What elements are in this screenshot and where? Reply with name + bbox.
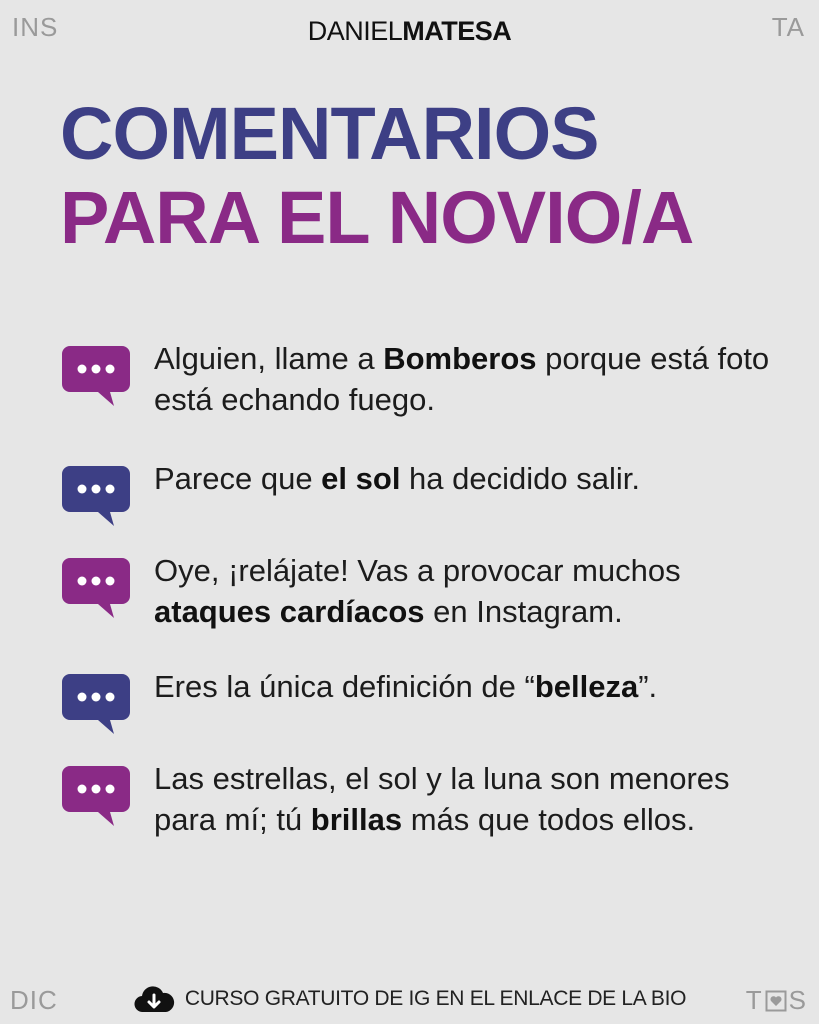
comment-text: Alguien, llame a Bomberos porque está foto está echando fuego. xyxy=(154,341,770,417)
comment-item-4 xyxy=(60,666,774,736)
page-title xyxy=(60,92,693,260)
corner-watermark-bottom-left: DIC xyxy=(10,985,58,1015)
comment-item-1 xyxy=(60,338,774,420)
corner-letter-t: T xyxy=(745,985,763,1015)
title-line-1: COMENTARIOS xyxy=(60,92,599,175)
chat-bubble-icon xyxy=(60,672,132,736)
corner-letter-s: S xyxy=(788,985,807,1015)
corner-watermark-top-right: TA xyxy=(771,12,805,42)
comment-item-2 xyxy=(60,458,774,528)
comment-highlight: ataques cardíacos xyxy=(154,594,425,629)
chat-bubble-icon xyxy=(60,764,132,828)
cloud-download-icon xyxy=(133,984,175,1014)
comment-highlight: belleza xyxy=(534,669,639,704)
title-line-2: PARA EL NOVIO/A xyxy=(60,176,694,259)
comment-item-5 xyxy=(60,758,774,840)
chat-bubble-icon xyxy=(60,556,132,620)
footer-text[interactable]: CURSO GRATUITO DE IG EN EL ENLACE DE LA BIO xyxy=(184,987,687,1010)
brand-part-1: DANIEL xyxy=(307,16,403,46)
comment-highlight: brillas xyxy=(310,802,403,837)
comment-item-3 xyxy=(60,550,774,632)
comment-text: Las estrellas, el sol y la luna son menores para mí; tú brillas más que todos ellos. xyxy=(154,761,730,837)
comment-text: Parece que el sol ha decidido salir. xyxy=(154,461,640,496)
corner-watermark-top-left: INS xyxy=(12,12,59,42)
brand-logo xyxy=(0,16,819,47)
brand-part-2: MATESA xyxy=(402,16,512,46)
comment-highlight: Bomberos xyxy=(383,341,537,376)
comment-text: Eres la única definición de “belleza”. xyxy=(154,669,658,704)
chat-bubble-icon xyxy=(60,464,132,528)
footer-cta[interactable] xyxy=(0,984,819,1014)
comment-text: Oye, ¡relájate! Vas a provocar muchos ataques cardíacos en Instagram. xyxy=(154,553,681,629)
chat-bubble-icon xyxy=(60,344,132,408)
comment-highlight: el sol xyxy=(321,461,401,496)
